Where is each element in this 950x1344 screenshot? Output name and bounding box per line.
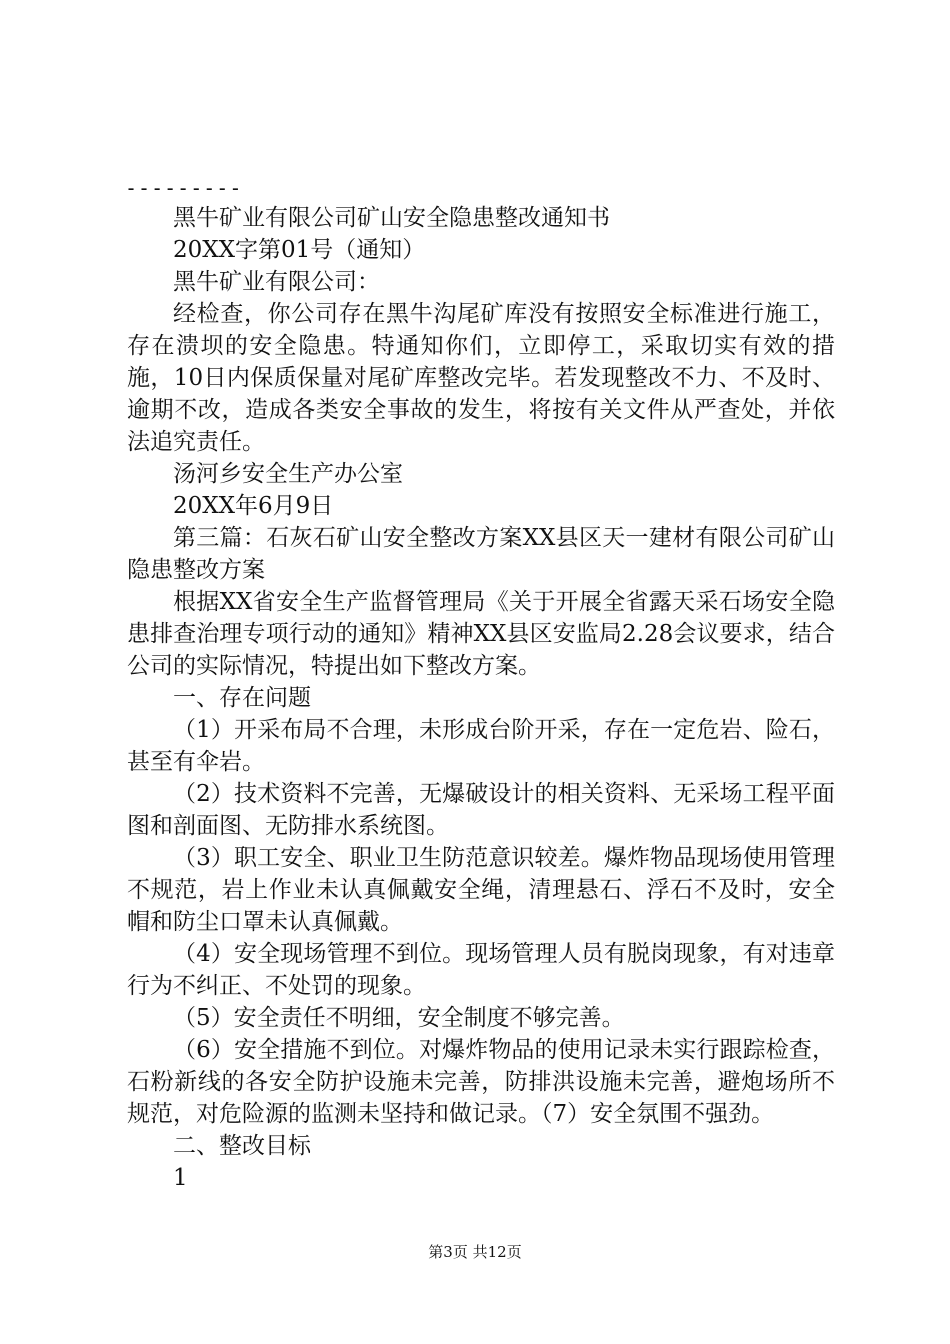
goal-item-1: 1 [173, 1165, 188, 1191]
notice-body: 经检查，你公司存在黑牛沟尾矿库没有按照安全标准进行施工，存在溃坝的安全隐患。特通知你们，立即停工，采取切实有效的措施，10日内保质保量对尾矿库整改完毕。若发现整改不力、不及时、逾期不改，造成各类安全事故的发生，将按有关文件从严查处，并依法追究责任。 [127, 301, 835, 455]
notice-number: 20XX字第01号（通知） [173, 237, 426, 263]
goals-heading: 二、整改目标 [173, 1133, 311, 1159]
problem-item-4: （4）安全现场管理不到位。现场管理人员有脱岗现象，有对违章行为不纠正、不处罚的现象。 [127, 941, 835, 999]
problem-item-2: （2）技术资料不完善，无爆破设计的相关资料、无采场工程平面图和剖面图、无防排水系统图。 [127, 781, 835, 839]
section-heading: 第三篇：石灰石矿山安全整改方案XX县区天一建材有限公司矿山隐患整改方案 [127, 525, 835, 583]
separator-line: --------- [125, 176, 243, 200]
notice-date: 20XX年6月9日 [173, 493, 334, 519]
notice-recipient: 黑牛矿业有限公司： [173, 269, 380, 295]
page-number-footer: 第3页 共12页 [428, 1243, 522, 1261]
document-body [127, 202, 835, 1194]
problem-item-3: （3）职工安全、职业卫生防范意识较差。爆炸物品现场使用管理不规范，岩上作业未认真佩戴安全绳，清理悬石、浮石不及时，安全帽和防尘口罩未认真佩戴。 [127, 845, 835, 935]
problems-heading: 一、存在问题 [173, 685, 311, 711]
problem-item-1: （1）开采布局不合理，未形成台阶开采，存在一定危岩、险石，甚至有伞岩。 [127, 717, 835, 775]
problem-item-6: （6）安全措施不到位。对爆炸物品的使用记录未实行跟踪检查，石粉新线的各安全防护设施未完善，防排洪设施未完善，避炮场所不规范，对危险源的监测未坚持和做记录。（7）安全氛围不强劲。 [127, 1037, 835, 1127]
notice-issuer: 汤河乡安全生产办公室 [173, 461, 403, 487]
problem-item-5: （5）安全责任不明细，安全制度不够完善。 [173, 1005, 625, 1031]
plan-intro: 根据XX省安全生产监督管理局《关于开展全省露天采石场安全隐患排查治理专项行动的通知》精神XX县区安监局2.28会议要求，结合公司的实际情况，特提出如下整改方案。 [127, 589, 835, 679]
notice-title: 黑牛矿业有限公司矿山安全隐患整改通知书 [173, 205, 610, 231]
